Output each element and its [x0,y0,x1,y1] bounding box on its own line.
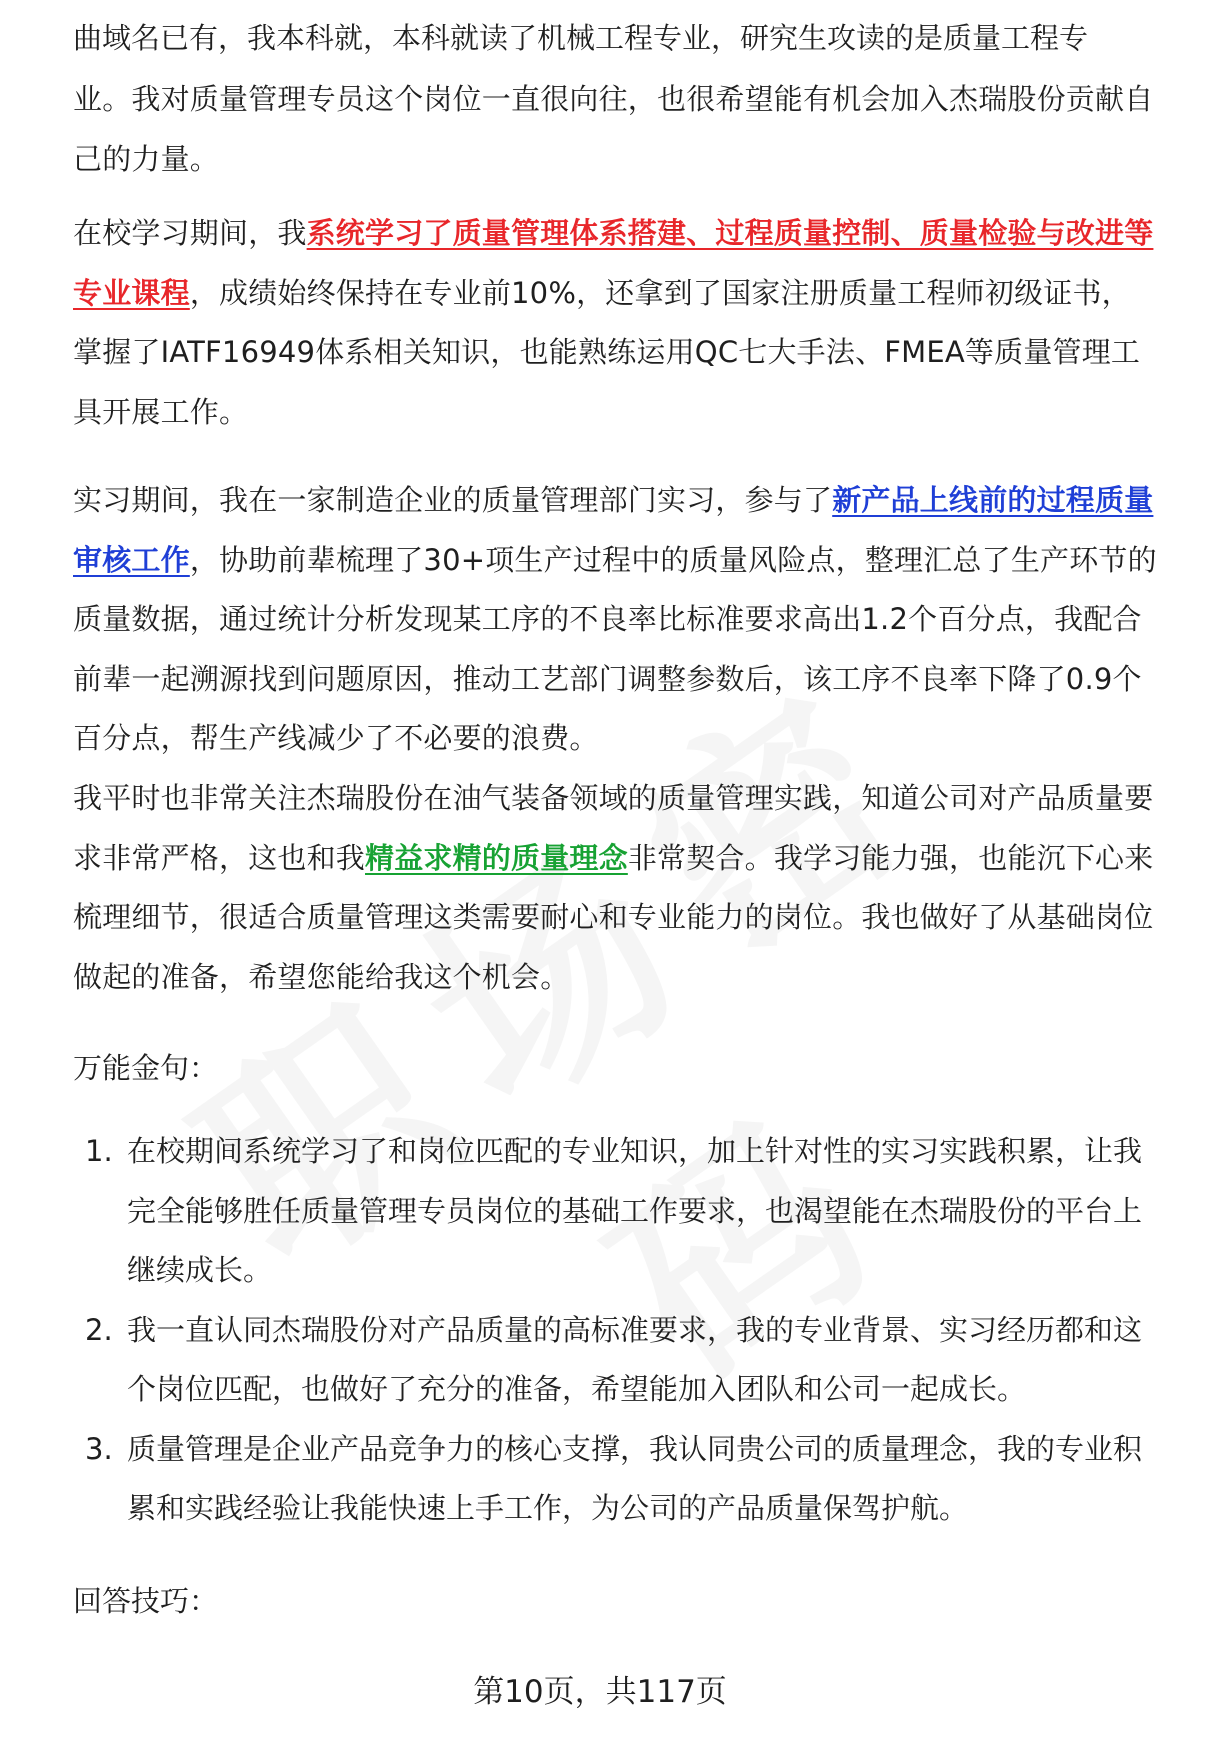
focus-text-after: 非常契合。我学习能力强，也能沉下心来梳理细节，很适合质量管理这类需要耐心和专业能力的岗位。我也做好了从基础岗位做起的准备，希望您能给我这个机会。 [73,840,1154,994]
golden-sentences-list [73,1122,1163,1539]
intern-text-after: ，协助前辈梳理了30+项生产过程中的质量风险点，整理汇总了生产环节的质量数据，通过统计分析发现某工序的不良率比标准要求高出1.2个百分点，我配合前辈一起溯源找到问题原因，推动工艺部门调整参数后，该工序不良率下降了0.9个百分点，帮生产线减少了不必要的浪费。 [73,542,1157,755]
golden-sentences-heading: 万能金句： [73,1051,219,1085]
answer-tips-heading: 回答技巧： [73,1584,219,1618]
intro-paragraph-end [73,70,1158,189]
intern-text-before: 实习期间，我在一家制造企业的质量管理部门实习，参与了 [73,483,833,517]
study-text-after: ，成绩始终保持在专业前10%，还拿到了国家注册质量工程师初级证书，掌握了IATF16949体系相关知识，也能熟练运用QC七大手法、FMEA等质量管理工具开展工作。 [73,275,1141,429]
list-item-number: 2. [85,1312,113,1347]
list-item [73,1301,1163,1420]
cut-off-text: 曲域名已有，我本科就，本科就读了机械工程专业，研究生攻读的是质量工程专 [73,21,1089,55]
intern-highlight: 新产品上线前的过程质量审核工作 [73,483,1154,577]
list-item-text: 在校期间系统学习了和岗位匹配的专业知识，加上针对性的实习实践积累，让我完全能够胜任质量管理专员岗位的基础工作要求，也渴望能在杰瑞股份的平台上继续成长。 [127,1134,1143,1287]
focus-highlight: 精益求精的质量理念 [365,840,628,875]
cut-off-text-line [73,0,1163,55]
intro-text: 业。我对质量管理专员这个岗位一直很向往，也很希望能有机会加入杰瑞股份贡献自己的力量。 [73,82,1154,176]
list-item [73,1122,1163,1301]
page-number-footer: 第10页，共117页 [473,1674,727,1710]
list-item-number: 3. [85,1431,113,1466]
study-highlight: 系统学习了质量管理体系搭建、过程质量控制、质量检验与改进等专业课程 [73,216,1154,310]
internship-paragraph [73,471,1158,769]
focus-text-before: 我平时也非常关注杰瑞股份在油气装备领域的质量管理实践，知道公司对产品质量要求非常严格，这也和我 [73,781,1154,875]
list-item [73,1420,1163,1539]
study-text-before: 在校学习期间，我 [73,216,307,250]
list-item-text: 质量管理是企业产品竞争力的核心支撑，我认同贵公司的质量理念，我的专业积累和实践经验让我能快速上手工作，为公司的产品质量保驾护航。 [127,1431,1143,1525]
list-item-text: 我一直认同杰瑞股份对产品质量的高标准要求，我的专业背景、实习经历都和这个岗位匹配，也做好了充分的准备，希望能加入团队和公司一起成长。 [127,1312,1143,1406]
focus-paragraph [73,769,1158,1007]
list-item-number: 1. [85,1134,113,1168]
study-paragraph [73,204,1158,442]
